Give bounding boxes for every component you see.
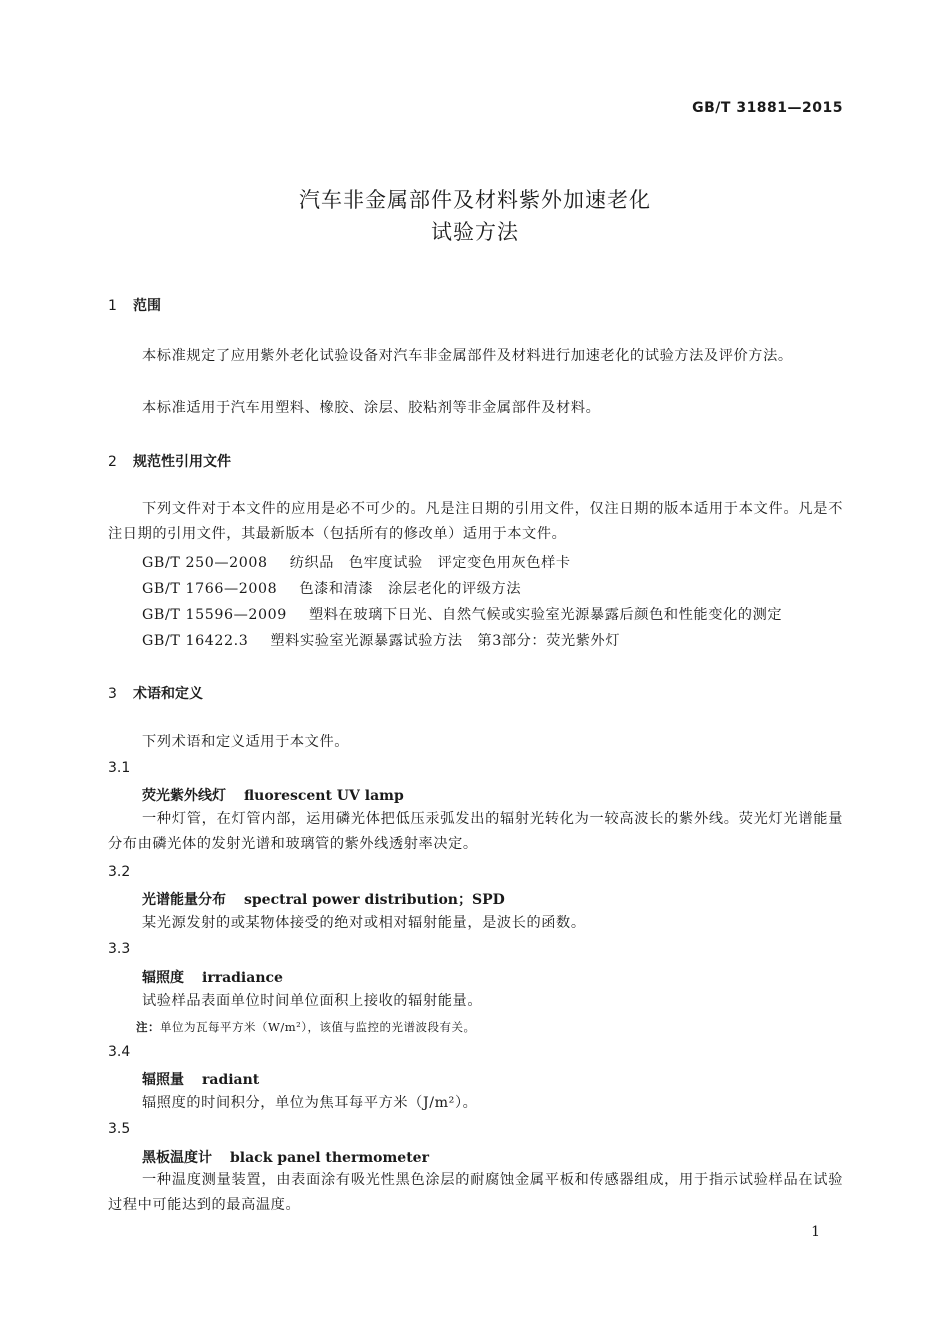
section-3-intro: 下列术语和定义适用于本文件。 [142,734,350,750]
section-1-paragraph-2: 本标准适用于汽车用塑料、橡胶、涂层、胶粘剂等非金属部件及材料。 [142,400,601,416]
note-text: 单位为瓦每平方米（W/m²），该值与监控的光谱波段有关。 [160,1020,476,1034]
term-number: 3.3 [108,941,131,957]
term-english: spectral power distribution；SPD [244,892,505,908]
note-label: 注： [136,1020,160,1034]
term-chinese: 光谱能量分布 [142,892,226,908]
term-english: fluorescent UV lamp [244,788,404,804]
reference-code: GB/T 1766—2008 [142,581,278,597]
section-title: 规范性引用文件 [133,454,231,470]
term-chinese: 黑板温度计 [142,1150,212,1166]
term-chinese: 辐照量 [142,1072,184,1088]
term-english: irradiance [202,970,283,986]
term-heading [142,785,404,805]
term-number: 3.4 [108,1044,131,1060]
reference-title: 塑料实验室光源暴露试验方法 第3部分：荧光紫外灯 [270,633,621,649]
term-heading [142,889,505,909]
reference-item [142,578,521,598]
reference-item [142,630,620,650]
document-title-line1: 汽车非金属部件及材料紫外加速老化 [299,188,651,212]
reference-title: 纺织品 色牢度试验 评定变色用灰色样卡 [289,555,571,571]
section-3-heading [108,683,203,703]
section-number: 3 [108,686,117,702]
reference-title: 塑料在玻璃下日光、自然气候或实验室光源暴露后颜色和性能变化的测定 [308,607,783,623]
reference-code: GB/T 15596—2009 [142,607,287,623]
section-2-paragraph-1: 下列文件对于本文件的应用是必不可少的。凡是注日期的引用文件，仅注日期的版本适用于本文件。凡是不注日期的引用文件，其最新版本（包括所有的修改单）适用于本文件。 [108,501,843,542]
page-number: 1 [811,1224,820,1240]
term-definition: 试验样品表面单位时间单位面积上接收的辐射能量。 [142,993,483,1009]
term-heading [142,967,283,987]
term-heading [142,1147,429,1167]
term-chinese: 荧光紫外线灯 [142,788,226,804]
term-definition: 辐照度的时间积分，单位为焦耳每平方米（J/m²）。 [142,1095,478,1111]
reference-code: GB/T 250—2008 [142,555,268,571]
section-title: 范围 [133,298,161,314]
section-number: 2 [108,454,117,470]
section-title: 术语和定义 [133,686,203,702]
term-note [136,1019,475,1035]
term-definition: 某光源发射的或某物体接受的绝对或相对辐射能量，是波长的函数。 [142,915,586,931]
reference-title: 色漆和清漆 涂层老化的评级方法 [299,581,522,597]
term-chinese: 辐照度 [142,970,184,986]
standard-code: GB/T 31881—2015 [692,100,843,116]
reference-item [142,604,782,624]
term-heading [142,1069,259,1089]
section-1-heading [108,295,161,315]
term-english: radiant [202,1072,260,1088]
section-2-heading [108,451,231,471]
term-definition: 一种温度测量装置，由表面涂有吸光性黑色涂层的耐腐蚀金属平板和传感器组成，用于指示试验样品在试验过程中可能达到的最高温度。 [108,1172,843,1213]
term-number: 3.2 [108,864,131,880]
section-1-paragraph-1: 本标准规定了应用紫外老化试验设备对汽车非金属部件及材料进行加速老化的试验方法及评价方法。 [142,348,793,364]
term-english: black panel thermometer [230,1150,429,1166]
term-number: 3.1 [108,760,131,776]
term-definition: 一种灯管，在灯管内部，运用磷光体把低压汞弧发出的辐射光转化为一较高波长的紫外线。荧光灯光谱能量分布由磷光体的发射光谱和玻璃管的紫外线透射率决定。 [108,811,843,852]
section-number: 1 [108,298,117,314]
term-number: 3.5 [108,1121,131,1137]
reference-item [142,552,571,572]
document-title-line2: 试验方法 [431,220,519,244]
reference-code: GB/T 16422.3 [142,633,249,649]
